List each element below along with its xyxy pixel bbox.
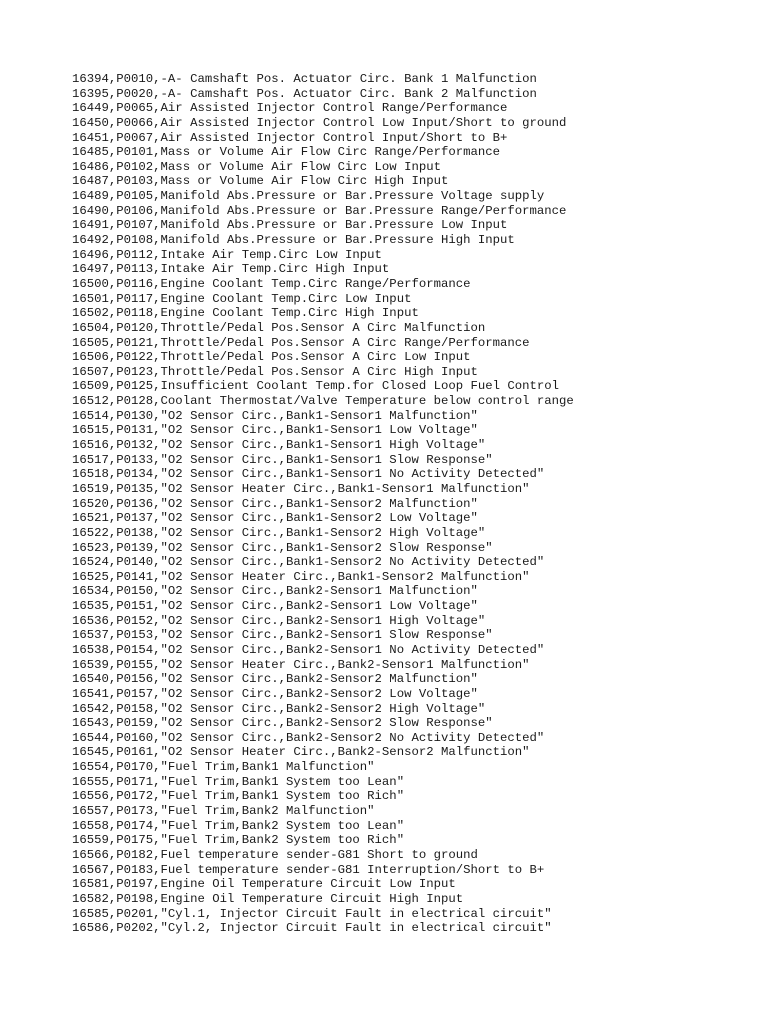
fault-code-line: 16557,P0173,"Fuel Trim,Bank2 Malfunction" xyxy=(72,804,375,819)
fault-code-line: 16490,P0106,Manifold Abs.Pressure or Bar.Pressure Range/Performance xyxy=(72,203,567,218)
fault-code-line: 16517,P0133,"O2 Sensor Circ.,Bank1-Sensor1 Slow Response" xyxy=(72,452,493,467)
fault-code-line: 16554,P0170,"Fuel Trim,Bank1 Malfunction" xyxy=(72,760,375,775)
fault-code-list xyxy=(72,72,574,936)
fault-code-line: 16394,P0010,-A- Camshaft Pos. Actuator Circ. Bank 1 Malfunction xyxy=(72,72,537,86)
fault-code-line: 16506,P0122,Throttle/Pedal Pos.Sensor A Circ Low Input xyxy=(72,350,471,365)
fault-code-line: 16512,P0128,Coolant Thermostat/Valve Temperature below control range xyxy=(72,394,574,409)
fault-code-line: 16521,P0137,"O2 Sensor Circ.,Bank1-Sensor2 Low Voltage" xyxy=(72,511,478,526)
fault-code-line: 16516,P0132,"O2 Sensor Circ.,Bank1-Sensor1 High Voltage" xyxy=(72,438,486,453)
fault-code-line: 16542,P0158,"O2 Sensor Circ.,Bank2-Sensor2 High Voltage" xyxy=(72,701,486,716)
fault-code-line: 16535,P0151,"O2 Sensor Circ.,Bank2-Sensor1 Low Voltage" xyxy=(72,599,478,614)
fault-code-line: 16449,P0065,Air Assisted Injector Control Range/Performance xyxy=(72,101,508,116)
fault-code-line: 16543,P0159,"O2 Sensor Circ.,Bank2-Sensor2 Slow Response" xyxy=(72,716,493,731)
fault-code-line: 16485,P0101,Mass or Volume Air Flow Circ Range/Performance xyxy=(72,145,501,160)
fault-code-line: 16523,P0139,"O2 Sensor Circ.,Bank1-Sensor2 Slow Response" xyxy=(72,540,493,555)
fault-code-line: 16525,P0141,"O2 Sensor Heater Circ.,Bank1-Sensor2 Malfunction" xyxy=(72,569,530,584)
fault-code-line: 16496,P0112,Intake Air Temp.Circ Low Input xyxy=(72,247,382,262)
fault-code-line: 16515,P0131,"O2 Sensor Circ.,Bank1-Sensor1 Low Voltage" xyxy=(72,423,478,438)
fault-code-line: 16541,P0157,"O2 Sensor Circ.,Bank2-Sensor2 Low Voltage" xyxy=(72,686,478,701)
fault-code-line: 16486,P0102,Mass or Volume Air Flow Circ Low Input xyxy=(72,159,441,174)
fault-code-line: 16505,P0121,Throttle/Pedal Pos.Sensor A Circ Range/Performance xyxy=(72,335,530,350)
fault-code-line: 16582,P0198,Engine Oil Temperature Circuit High Input xyxy=(72,891,464,906)
fault-code-line: 16545,P0161,"O2 Sensor Heater Circ.,Bank2-Sensor2 Malfunction" xyxy=(72,745,530,760)
fault-code-line: 16504,P0120,Throttle/Pedal Pos.Sensor A Circ Malfunction xyxy=(72,320,486,335)
fault-code-line: 16524,P0140,"O2 Sensor Circ.,Bank1-Sensor2 No Activity Detected" xyxy=(72,555,545,570)
fault-code-line: 16585,P0201,"Cyl.1, Injector Circuit Fault in electrical circuit" xyxy=(72,906,552,921)
fault-code-line: 16518,P0134,"O2 Sensor Circ.,Bank1-Sensor1 No Activity Detected" xyxy=(72,467,545,482)
fault-code-line: 16501,P0117,Engine Coolant Temp.Circ Low Input xyxy=(72,291,412,306)
fault-code-line: 16555,P0171,"Fuel Trim,Bank1 System too Lean" xyxy=(72,774,405,789)
fault-code-line: 16520,P0136,"O2 Sensor Circ.,Bank1-Sensor2 Malfunction" xyxy=(72,496,478,511)
fault-code-line: 16491,P0107,Manifold Abs.Pressure or Bar.Pressure Low Input xyxy=(72,218,508,233)
fault-code-line: 16519,P0135,"O2 Sensor Heater Circ.,Bank1-Sensor1 Malfunction" xyxy=(72,481,530,496)
fault-code-line: 16544,P0160,"O2 Sensor Circ.,Bank2-Sensor2 No Activity Detected" xyxy=(72,730,545,745)
fault-code-line: 16586,P0202,"Cyl.2, Injector Circuit Fault in electrical circuit" xyxy=(72,921,552,936)
fault-code-line: 16522,P0138,"O2 Sensor Circ.,Bank1-Sensor2 High Voltage" xyxy=(72,525,486,540)
fault-code-line: 16492,P0108,Manifold Abs.Pressure or Bar.Pressure High Input xyxy=(72,233,515,248)
fault-code-line: 16556,P0172,"Fuel Trim,Bank1 System too Rich" xyxy=(72,789,405,804)
fault-code-line: 16502,P0118,Engine Coolant Temp.Circ High Input xyxy=(72,306,419,321)
fault-code-line: 16536,P0152,"O2 Sensor Circ.,Bank2-Sensor1 High Voltage" xyxy=(72,613,486,628)
fault-code-line: 16567,P0183,Fuel temperature sender-G81 Interruption/Short to B+ xyxy=(72,862,545,877)
fault-code-line: 16559,P0175,"Fuel Trim,Bank2 System too Rich" xyxy=(72,833,405,848)
fault-code-line: 16538,P0154,"O2 Sensor Circ.,Bank2-Sensor1 No Activity Detected" xyxy=(72,642,545,657)
fault-code-line: 16507,P0123,Throttle/Pedal Pos.Sensor A Circ High Input xyxy=(72,364,478,379)
fault-code-line: 16509,P0125,Insufficient Coolant Temp.for Closed Loop Fuel Control xyxy=(72,379,560,394)
fault-code-line: 16497,P0113,Intake Air Temp.Circ High Input xyxy=(72,262,390,277)
fault-code-line: 16489,P0105,Manifold Abs.Pressure or Bar.Pressure Voltage supply xyxy=(72,189,545,204)
fault-code-line: 16395,P0020,-A- Camshaft Pos. Actuator Circ. Bank 2 Malfunction xyxy=(72,86,537,101)
fault-code-line: 16539,P0155,"O2 Sensor Heater Circ.,Bank2-Sensor1 Malfunction" xyxy=(72,657,530,672)
fault-code-line: 16451,P0067,Air Assisted Injector Control Input/Short to B+ xyxy=(72,130,508,145)
fault-code-line: 16537,P0153,"O2 Sensor Circ.,Bank2-Sensor1 Slow Response" xyxy=(72,628,493,643)
fault-code-line: 16566,P0182,Fuel temperature sender-G81 Short to ground xyxy=(72,847,478,862)
fault-code-line: 16534,P0150,"O2 Sensor Circ.,Bank2-Sensor1 Malfunction" xyxy=(72,584,478,599)
fault-code-line: 16487,P0103,Mass or Volume Air Flow Circ High Input xyxy=(72,174,449,189)
fault-code-line: 16500,P0116,Engine Coolant Temp.Circ Range/Performance xyxy=(72,276,471,291)
fault-code-line: 16558,P0174,"Fuel Trim,Bank2 System too Lean" xyxy=(72,818,405,833)
fault-code-line: 16581,P0197,Engine Oil Temperature Circuit Low Input xyxy=(72,877,456,892)
fault-code-line: 16450,P0066,Air Assisted Injector Control Low Input/Short to ground xyxy=(72,115,567,130)
fault-code-line: 16540,P0156,"O2 Sensor Circ.,Bank2-Sensor2 Malfunction" xyxy=(72,672,478,687)
fault-code-line: 16514,P0130,"O2 Sensor Circ.,Bank1-Sensor1 Malfunction" xyxy=(72,408,478,423)
